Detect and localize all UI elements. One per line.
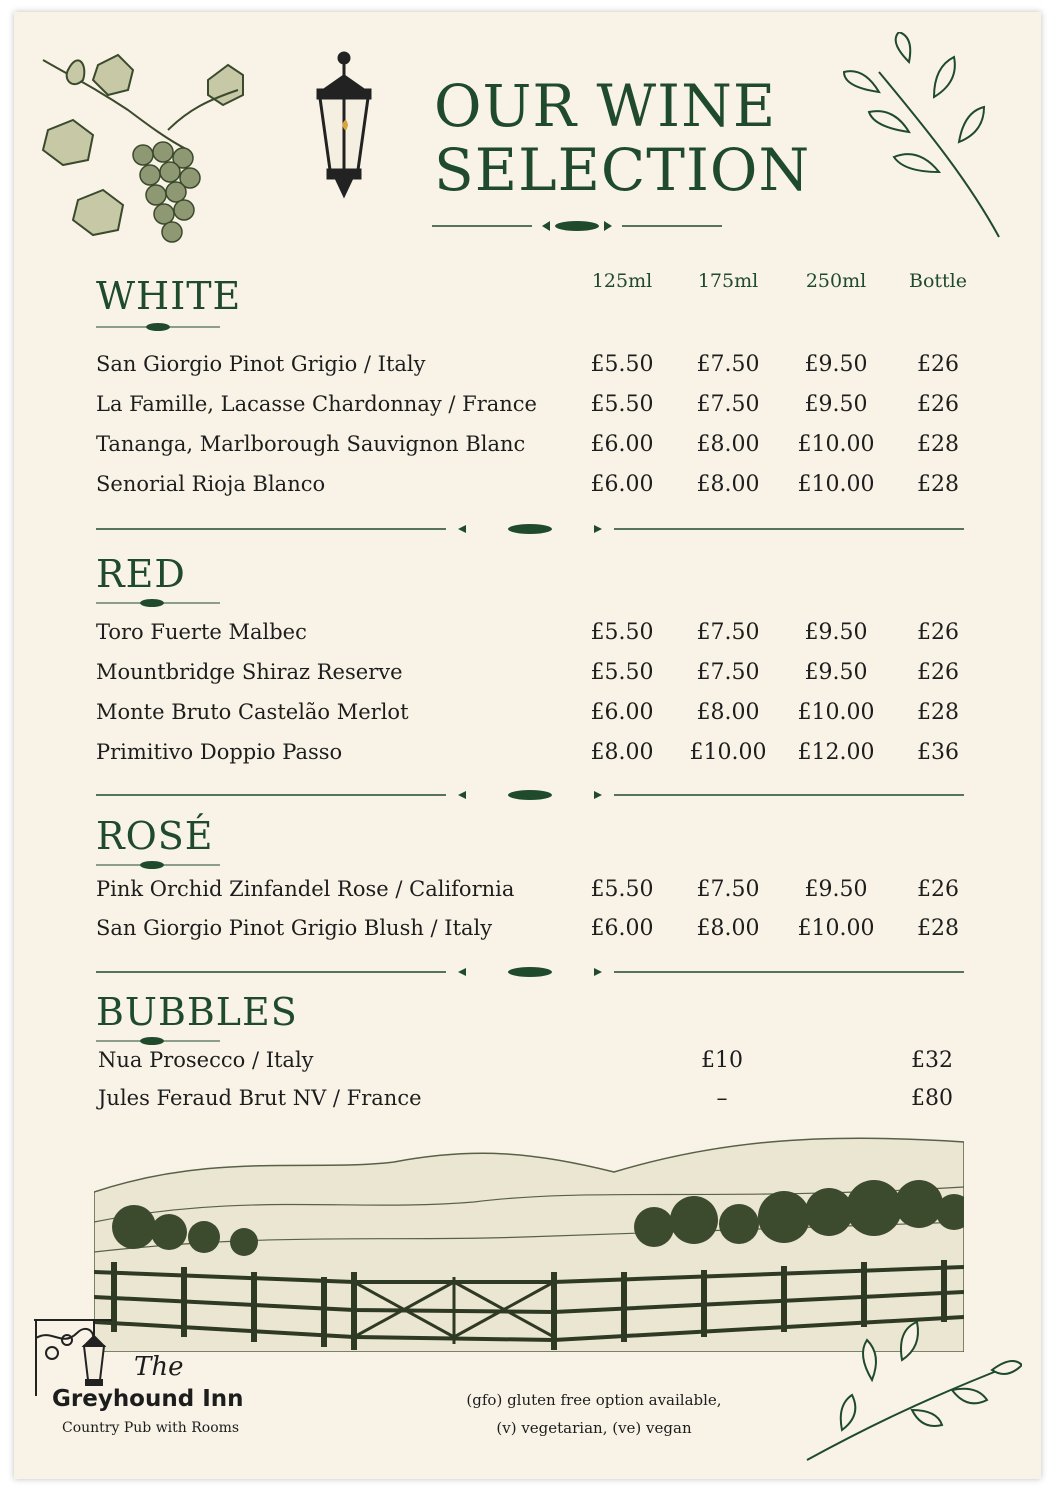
- price: £28: [917, 700, 959, 725]
- heading-ornament: [96, 858, 220, 872]
- price: £10.00: [797, 700, 875, 725]
- menu-page: [14, 12, 1041, 1479]
- wine-name: Nua Prosecco / Italy: [98, 1048, 314, 1072]
- price: £7.50: [696, 877, 760, 902]
- inn-tagline: Country Pub with Rooms: [62, 1420, 240, 1436]
- wine-row: [96, 472, 976, 506]
- wine-name: Jules Feraud Brut NV / France: [98, 1086, 422, 1110]
- price: £8.00: [590, 740, 654, 765]
- wine-row: [96, 877, 976, 911]
- heading-ornament: [96, 320, 220, 334]
- price: £5.50: [590, 877, 654, 902]
- section-heading-rose: ROSÉ: [96, 814, 214, 858]
- price: £26: [917, 660, 959, 685]
- wine-row: [96, 1048, 976, 1082]
- price: £80: [911, 1086, 953, 1111]
- price: £26: [917, 352, 959, 377]
- price: £9.50: [804, 352, 868, 377]
- price: £12.00: [797, 740, 875, 765]
- wine-row: [96, 740, 976, 774]
- price: £6.00: [590, 700, 654, 725]
- price: £9.50: [804, 660, 868, 685]
- wine-row: [96, 620, 976, 654]
- heading-ornament: [96, 1034, 220, 1048]
- col-header-bottle: Bottle: [909, 270, 967, 292]
- leaf-branch-icon: [839, 32, 1009, 242]
- price: £7.50: [696, 660, 760, 685]
- wine-row: [96, 916, 976, 950]
- price: £32: [911, 1048, 953, 1073]
- price: £26: [917, 620, 959, 645]
- wine-name: Toro Fuerte Malbec: [96, 620, 307, 644]
- price: £9.50: [804, 877, 868, 902]
- price: £10.00: [797, 432, 875, 457]
- title-line-1: OUR WINE: [434, 72, 777, 140]
- price: £5.50: [590, 660, 654, 685]
- price: £6.00: [590, 916, 654, 941]
- wine-name: Tananga, Marlborough Sauvignon Blanc: [96, 432, 526, 456]
- wine-name: Primitivo Doppio Passo: [96, 740, 343, 764]
- wine-row: [96, 352, 976, 386]
- col-header-175ml: 175ml: [697, 270, 759, 292]
- section-heading-red: RED: [96, 552, 186, 596]
- price: £5.50: [590, 352, 654, 377]
- wine-row: [96, 660, 976, 694]
- col-header-125ml: 125ml: [591, 270, 653, 292]
- price: £8.00: [696, 472, 760, 497]
- section-divider: [96, 962, 964, 982]
- price: £9.50: [804, 392, 868, 417]
- wine-row: [96, 392, 976, 426]
- dietary-footnote: [444, 1386, 744, 1442]
- landscape-fence-illustration: [94, 1132, 964, 1352]
- price: £36: [917, 740, 959, 765]
- wine-name: Senorial Rioja Blanco: [96, 472, 326, 496]
- price: £28: [917, 916, 959, 941]
- lantern-icon: [304, 50, 384, 205]
- wine-name: La Famille, Lacasse Chardonnay / France: [96, 392, 537, 416]
- price: £6.00: [590, 472, 654, 497]
- section-heading-white: WHITE: [96, 274, 242, 318]
- price: £8.00: [696, 432, 760, 457]
- price: £7.50: [696, 620, 760, 645]
- price: £6.00: [590, 432, 654, 457]
- wine-name: San Giorgio Pinot Grigio Blush / Italy: [96, 916, 493, 940]
- wine-name: San Giorgio Pinot Grigio / Italy: [96, 352, 426, 376]
- price: £10.00: [797, 472, 875, 497]
- price: £28: [917, 432, 959, 457]
- price: –: [716, 1086, 728, 1111]
- footnote-line-1: (gfo) gluten free option available,: [466, 1391, 722, 1409]
- wine-row: [96, 700, 976, 734]
- price: £26: [917, 392, 959, 417]
- price: £5.50: [590, 392, 654, 417]
- price: £7.50: [696, 352, 760, 377]
- price: £26: [917, 877, 959, 902]
- price: £10.00: [797, 916, 875, 941]
- inn-the: The: [134, 1352, 184, 1382]
- price: £28: [917, 472, 959, 497]
- page-title: [434, 72, 811, 204]
- leaf-branch-icon: [802, 1320, 1022, 1470]
- price: £9.50: [804, 620, 868, 645]
- wine-row: [96, 1086, 976, 1120]
- wine-name: Pink Orchid Zinfandel Rose / California: [96, 877, 515, 901]
- grapevine-icon: [38, 40, 258, 260]
- footnote-line-2: (v) vegetarian, (ve) vegan: [496, 1419, 692, 1437]
- section-heading-bubbles: BUBBLES: [96, 990, 298, 1034]
- wine-name: Monte Bruto Castelão Merlot: [96, 700, 409, 724]
- heading-ornament: [96, 596, 220, 610]
- price: £10.00: [689, 740, 767, 765]
- price: £8.00: [696, 916, 760, 941]
- price: £10: [701, 1048, 743, 1073]
- price: £5.50: [590, 620, 654, 645]
- price: £8.00: [696, 700, 760, 725]
- title-line-2: SELECTION: [434, 136, 811, 204]
- price: £7.50: [696, 392, 760, 417]
- inn-name: Greyhound Inn: [52, 1386, 244, 1412]
- title-ornament: [432, 216, 722, 236]
- wine-row: [96, 432, 976, 466]
- col-header-250ml: 250ml: [805, 270, 867, 292]
- wine-name: Mountbridge Shiraz Reserve: [96, 660, 403, 684]
- section-divider: [96, 519, 964, 539]
- section-divider: [96, 785, 964, 805]
